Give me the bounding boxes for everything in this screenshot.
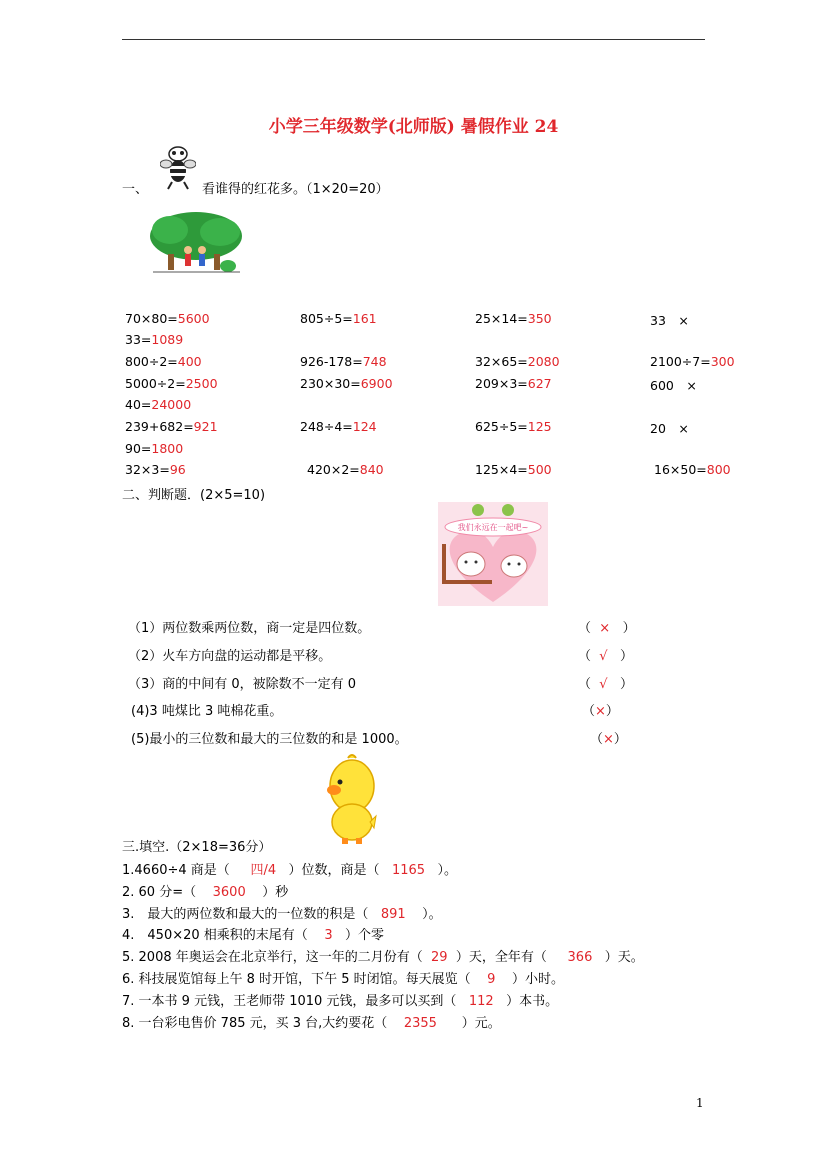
yellow-chick-image [318, 752, 378, 848]
calc-item: 125×4=500 [475, 462, 552, 477]
header-rule [122, 39, 705, 40]
fill-item-2: 2. 60 分=（ 3600 ）秒 [122, 885, 289, 900]
judge-answer-2: （ √ ） [578, 649, 633, 664]
calc-item: 32×65=2080 [475, 354, 560, 369]
tree-scene-icon [148, 210, 244, 278]
calc-item: 90=1800 [125, 441, 184, 456]
calc-item: 230×30=6900 [300, 376, 393, 391]
calc-item: 600 × [650, 378, 697, 393]
judge-answer-5: （×） [590, 732, 627, 747]
calc-item: 70×80=5600 [125, 311, 210, 326]
page-number: 1 [696, 1096, 704, 1110]
calc-item: 40=24000 [125, 397, 192, 412]
cartoon-cats-image [438, 502, 548, 606]
fill-item-1: 1.4660÷4 商是（ 四/4 ）位数，商是（ 1165 ）。 [122, 863, 457, 878]
calc-item: 2100÷7=300 [650, 354, 735, 369]
calc-item: 33 × [650, 313, 689, 328]
judge-item-2: （2）火车方向盘的运动都是平移。 [128, 649, 332, 664]
calc-item: 805÷5=161 [300, 311, 377, 326]
calc-item: 248÷4=124 [300, 419, 377, 434]
calc-item: 625÷5=125 [475, 419, 552, 434]
judge-item-1: （1）两位数乘两位数，商一定是四位数。 [128, 621, 371, 636]
calc-item: 800÷2=400 [125, 354, 202, 369]
calc-item: 33=1089 [125, 332, 184, 347]
section1-instruction: 看谁得的红花多。（1×20=20） [202, 182, 389, 197]
fill-item-4: 4. 450×20 相乘积的末尾有（ 3 ）个零 [122, 928, 385, 943]
judge-answer-4: （×） [582, 704, 619, 719]
judge-answer-1: （ × ） [578, 621, 636, 636]
fill-item-6: 6. 科技展览馆每上午 8 时开馆，下午 5 时闭馆。每天展览（ 9 ）小时。 [122, 972, 564, 987]
bee-icon [160, 144, 196, 190]
calc-item: 926-178=748 [300, 354, 387, 369]
fill-item-3: 3. 最大的两位数和最大的一位数的积是（ 891 ）。 [122, 907, 442, 922]
calc-item: 5000÷2=2500 [125, 376, 218, 391]
banner-text: 我们永远在一起吧~ [457, 523, 529, 532]
section2-heading: 二、判断题．(2×5=10) [122, 488, 266, 503]
judge-item-5: (5)最小的三位数和最大的三位数的和是 1000。 [131, 732, 408, 747]
fill-item-7: 7. 一本书 9 元钱，王老师带 1010 元钱，最多可以买到（ 112 ）本书。 [122, 994, 559, 1009]
section1-number: 一、 [122, 182, 149, 197]
judge-item-4: (4)3 吨煤比 3 吨棉花重。 [131, 704, 283, 719]
page-title: 小学三年级数学(北师版) 暑假作业 24 [268, 117, 559, 137]
judge-answer-3: （ √ ） [578, 677, 633, 692]
calc-item: 209×3=627 [475, 376, 552, 391]
calc-item: 20 × [650, 421, 689, 436]
fill-item-5: 5. 2008 年奥运会在北京举行，这一年的二月份有（ 29 ）天，全年有（ 366 ）天。 [122, 950, 644, 965]
calc-item: 25×14=350 [475, 311, 552, 326]
calc-item: 420×2=840 [307, 462, 384, 477]
calc-item: 16×50=800 [654, 462, 731, 477]
section3-heading: 三.填空.（2×18=36分） [122, 840, 272, 855]
calc-item: 32×3=96 [125, 462, 186, 477]
judge-item-3: （3）商的中间有 0，被除数不一定有 0 [128, 677, 357, 692]
fill-item-8: 8. 一台彩电售价 785 元，买 3 台,大约要花（ 2355 ）元。 [122, 1016, 501, 1031]
calc-item: 239+682=921 [125, 419, 218, 434]
